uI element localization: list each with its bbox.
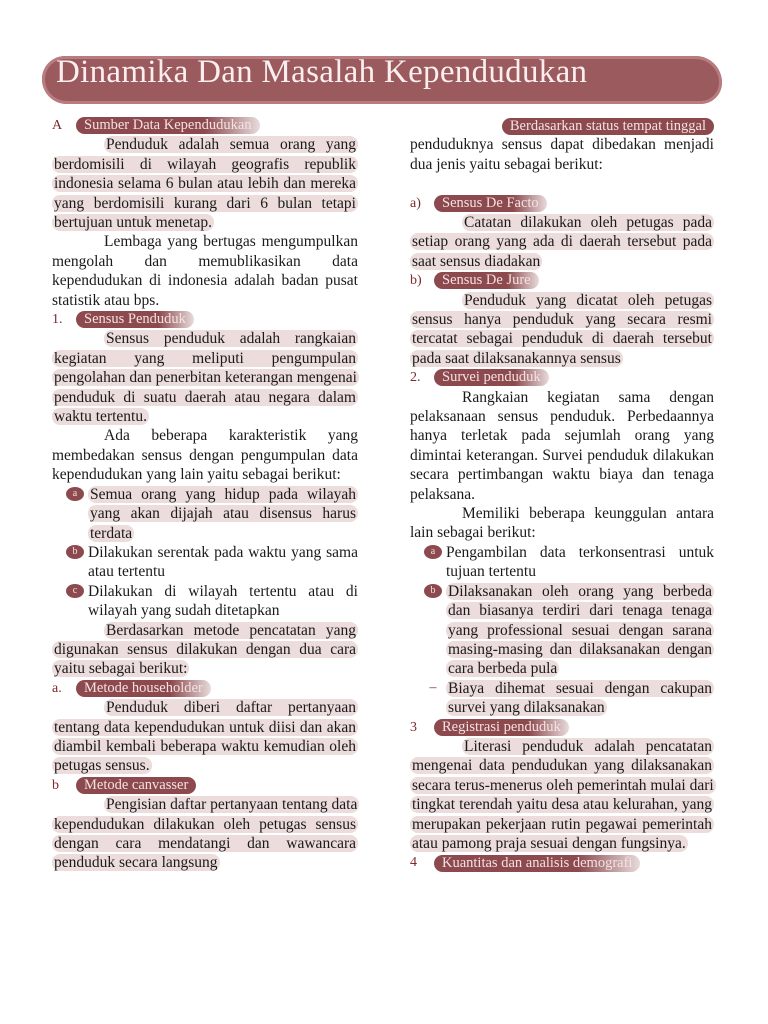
list-item-text: Biaya dihemat sesuai dengan cakupan survei yang dilaksanakan — [448, 679, 712, 717]
paragraph-penduduk: Penduduk adalah semua orang yang berdomisili di wilayah geografis republik indonesia selama 6 bulan atau lebih dan mereka yang berdomisili kurang dari 6 bulan tetapi bertujuan untuk menetap. — [54, 136, 356, 232]
bullet-b: b — [424, 584, 442, 598]
paragraph-keunggulan: Memiliki beberapa keunggulan antara lain sebagai berikut: — [410, 505, 714, 542]
list-item-text: Semua orang yang hidup pada wilayah yang akan dijajah atau disensus harus terdata — [90, 485, 356, 542]
section-a-label: Sumber Data Kependudukan — [76, 117, 260, 134]
paragraph-survei: Rangkaian kegiatan sama dengan pelaksanaan sensus penduduk. Perbedaannya hanya terletak pada sejumlah orang yang dimintai keterangan. Survei penduduk dilakukan secara pertimbangan waktu biaya dan tenaga pelaksana. — [410, 388, 714, 503]
status-header — [410, 116, 714, 135]
paragraph-sensus: Sensus penduduk adalah rangkaian kegiatan yang meliputi pengumpulan pengolahan dan penerbitan keterangan mengenai penduduk di suatu daerah atau negara dalam waktu tertentu. — [54, 330, 357, 426]
spacer — [410, 174, 714, 193]
left-column — [52, 116, 358, 873]
heading-b-marker: b) — [410, 273, 422, 289]
heading-3-marker: 3 — [410, 719, 417, 735]
section-a-header — [52, 116, 358, 135]
right-column — [410, 116, 714, 873]
paragraph-de-facto: Catatan dilakukan oleh petugas pada setiap orang yang ada di daerah tersebut pada saat sensus diadakan — [412, 214, 712, 270]
heading-3-label: Registrasi penduduk — [434, 719, 569, 736]
heading-1-label: Sensus Penduduk — [76, 311, 194, 328]
list-item-text: Dilaksanakan oleh orang yang berbeda dan biasanya terdiri dari tenaga tenaga yang professional sesuai dengan sarana masing-masing dan dilaksanakan dengan cara berbeda pula — [448, 582, 712, 678]
heading-b-label: Sensus De Jure — [434, 272, 539, 289]
heading-survei — [410, 368, 714, 387]
heading-2-label: Survei penduduk — [434, 369, 549, 386]
heading-4-label: Kuantitas dan analisis demografi — [434, 855, 640, 872]
heading-b-label: Metode canvasser — [76, 777, 196, 794]
heading-1-marker: 1. — [52, 312, 63, 328]
heading-kuantitas — [410, 853, 714, 872]
heading-4-marker: 4 — [410, 855, 417, 871]
paragraph-registrasi: Literasi penduduk adalah pencatatan mengenai data pendudukan yang dilaksanakan secara terus-menerus oleh pemerintah mulai dari tingkat terendah yaitu desa atau kelurahan, yang merupakan pekerjaan rutin pegawai pemerintah atau pamong praja sesuai dengan fungsinya. — [412, 737, 714, 852]
section-a-marker: A — [52, 118, 63, 133]
heading-a-label: Sensus De Facto — [434, 195, 547, 212]
list-item — [410, 543, 714, 582]
heading-householder — [52, 679, 358, 698]
heading-de-jure — [410, 271, 714, 290]
bullet-a: a — [66, 487, 84, 501]
heading-de-facto — [410, 194, 714, 213]
list-item — [52, 485, 358, 543]
heading-a-marker: a) — [410, 195, 421, 211]
paragraph-jenis-sensus: penduduknya sensus dapat dibedakan menjadi dua jenis yaitu sebagai berikut: — [410, 136, 714, 173]
heading-a-label: Metode householder — [76, 680, 211, 697]
paragraph-karakteristik: Ada beberapa karakteristik yang membedakan sensus dengan pengumpulan data kependudukan yang lain yaitu sebagai berikut: — [52, 427, 358, 484]
paragraph-metode: Berdasarkan metode pencatatan yang digunakan sensus dilakukan dengan dua cara yaitu sebagai berikut: — [54, 621, 356, 678]
bullet-c: c — [66, 584, 84, 598]
list-item — [410, 679, 714, 718]
list-item-text: Pengambilan data terkonsentrasi untuk tujuan tertentu — [446, 543, 714, 581]
list-item-text: Dilakukan di wilayah tertentu atau di wilayah yang sudah ditetapkan — [88, 582, 358, 620]
paragraph-canvasser: Pengisian daftar pertanyaan tentang data kependudukan dilakukan oleh petugas sensus dengan cara mendatangi dan wawancara penduduk secara langsung — [54, 796, 358, 872]
paragraph-householder: Penduduk diberi daftar pertanyaan tentang data kependudukan untuk diisi dan akan diambil kembali beberapa waktu kemudian oleh petugas sensus. — [54, 699, 356, 775]
page-title: Dinamika Dan Masalah Kependudukan — [56, 54, 588, 90]
heading-registrasi — [410, 718, 714, 737]
bullet-b: b — [66, 545, 84, 559]
paragraph-lembaga: Lembaga yang bertugas mengumpulkan mengolah dan memublikasikan data kependudukan di indonesia adalah badan pusat statistik atau bps. — [52, 233, 358, 309]
list-item — [52, 543, 358, 582]
bullet-dash: – — [429, 679, 437, 695]
heading-canvasser — [52, 776, 358, 795]
heading-b-marker: b — [52, 777, 59, 793]
status-header-label: Berdasarkan status tempat tinggal — [502, 118, 714, 135]
paragraph-de-jure: Penduduk yang dicatat oleh petugas sensus hanya penduduk yang secara resmi tercatat sebagai penduduk di daerah tersebut pada saat dilaksanakannya sensus — [412, 291, 712, 367]
heading-a-marker: a. — [52, 680, 62, 696]
list-item-text: Dilakukan serentak pada waktu yang sama atau tertentu — [88, 543, 358, 581]
heading-sensus-penduduk — [52, 310, 358, 329]
heading-2-marker: 2. — [410, 370, 421, 386]
list-item — [410, 582, 714, 679]
bullet-a: a — [424, 545, 442, 559]
list-item — [52, 582, 358, 621]
